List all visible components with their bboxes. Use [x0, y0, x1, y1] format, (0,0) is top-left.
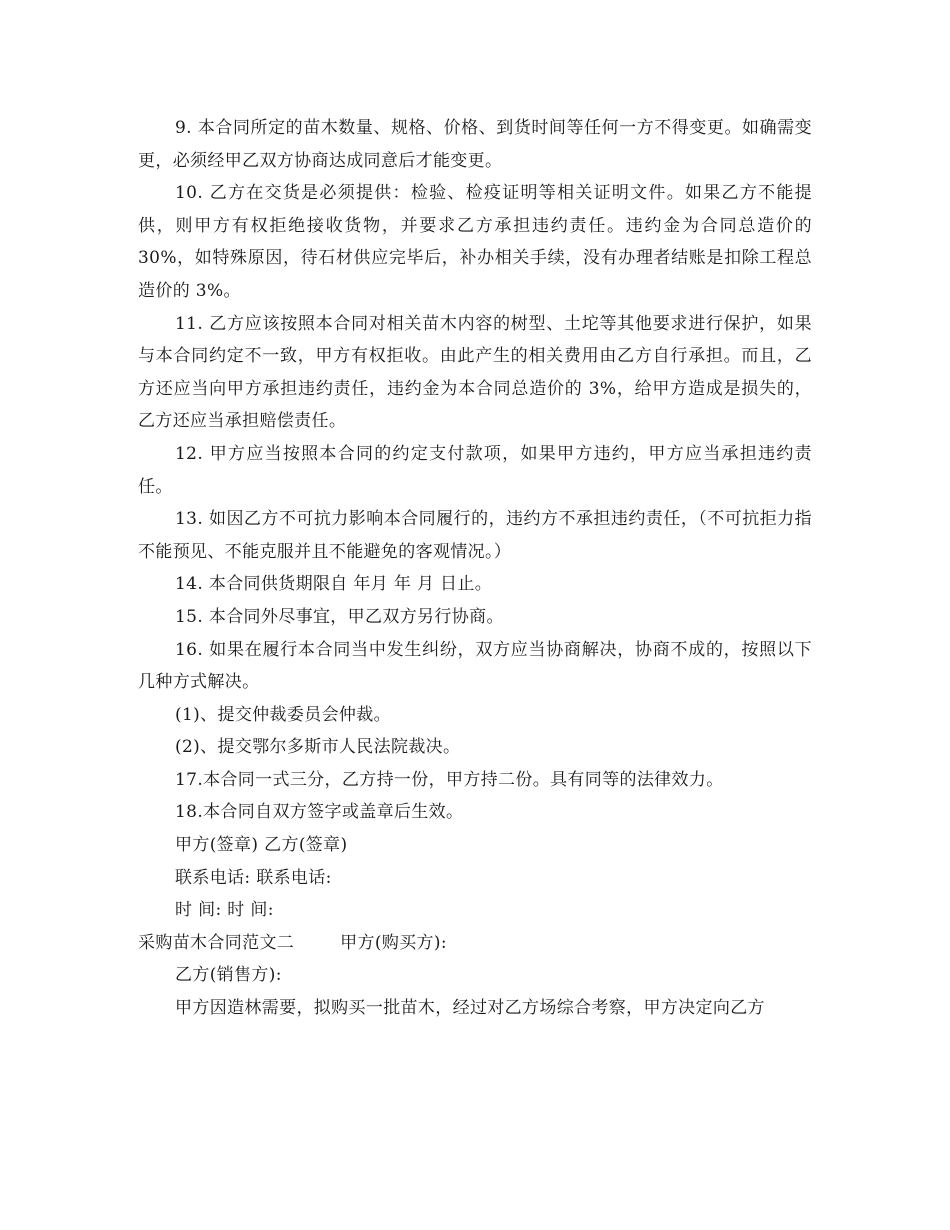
clause-13: 13. 如因乙方不可抗力影响本合同履行的，违约方不承担违约责任，（不可抗拒力指不能预见、不能克服并且不能避免的客观情况。） [138, 509, 812, 562]
intro-paragraph: 甲方因造林需要，拟购买一批苗木，经过对乙方场综合考察，甲方决定向乙方 [175, 998, 765, 1019]
clause-16-option-1: (1)、提交仲裁委员会仲裁。 [175, 704, 391, 725]
phone-line: 联系电话: 联系电话: [175, 867, 332, 888]
clause-17: 17.本合同一式三分，乙方持一份，甲方持二份。具有同等的法律效力。 [175, 769, 724, 790]
clause-16-option-2: (2)、提交鄂尔多斯市人民法院裁决。 [175, 737, 461, 758]
document-body [138, 112, 812, 1025]
second-contract-title: 采购苗木合同范文二 甲方(购买方): [138, 932, 447, 953]
clause-15: 15. 本合同外尽事宜，甲乙双方另行协商。 [175, 606, 504, 627]
clause-10: 10. 乙方在交货是必须提供：检验、检疫证明等相关证明文件。如果乙方不能提供，则甲方有权拒绝接收货物，并要求乙方承担违约责任。违约金为合同总造价的 30%，如特殊原因，待石材供应完毕后，补办相关手续，没有办理者结账是扣除工程总造价的 3%。 [138, 183, 812, 301]
clause-16: 16. 如果在履行本合同当中发生纠纷，双方应当协商解决，协商不成的，按照以下几种方式解决。 [138, 639, 812, 693]
clause-11: 11. 乙方应该按照本合同对相关苗木内容的树型、土坨等其他要求进行保护，如果与本合同约定不一致，甲方有权拒收。由此产生的相关费用由乙方自行承担。而且，乙方还应当向甲方承担违约责任，违约金为本合同总造价的 3%，给甲方造成是损失的，乙方还应当承担赔偿责任。 [138, 313, 812, 432]
clause-9: 9. 本合同所定的苗木数量、规格、价格、到货时间等任何一方不得变更。如确需变更，必须经甲乙双方协商达成同意后才能变更。 [138, 118, 812, 171]
seller-line: 乙方(销售方): [175, 965, 282, 986]
clause-12: 12. 甲方应当按照本合同的约定支付款项，如果甲方违约，甲方应当承担违约责任。 [138, 443, 812, 497]
time-line: 时 间: 时 间: [175, 900, 274, 921]
clause-14: 14. 本合同供货期限自 年月 年 月 日止。 [175, 574, 493, 595]
signature-line: 甲方(签章) 乙方(签章) [175, 835, 348, 856]
clause-18: 18.本合同自双方签字或盖章后生效。 [175, 802, 464, 823]
